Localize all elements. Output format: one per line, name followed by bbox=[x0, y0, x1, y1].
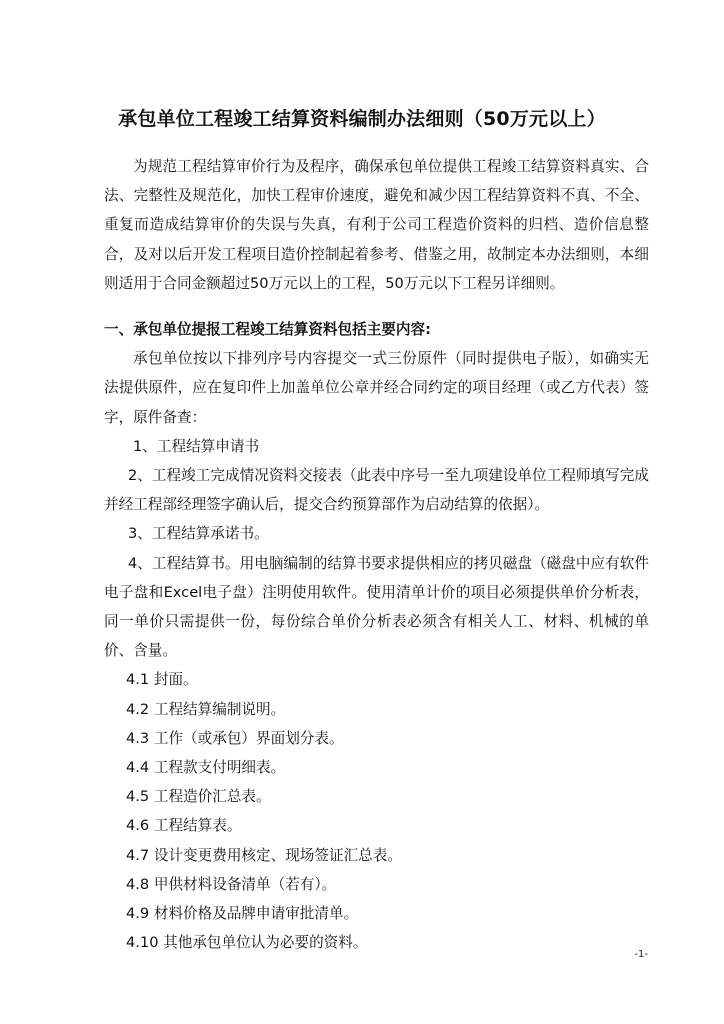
page-number: -1- bbox=[634, 949, 648, 960]
intro-paragraph: 为规范工程结算审价行为及程序，确保承包单位提供工程竣工结算资料真实、合法、完整性及规范化，加快工程审价速度，避免和减少因工程结算资料不真、不全、重复而造成结算审价的失误与失真，有利于公司工程造价资料的归档、造价信息整合，及对以后开发工程项目造价控制起着参考、借鉴之用，故制定本办法细则，本细则适用于合同金额超过50万元以上的工程，50万元以下工程另详细则。 bbox=[104, 158, 649, 292]
list-item: 2、工程竣工完成情况资料交接表（此表中序号一至九项建设单位工程师填写完成并经工程部经理签字确认后，提交合约预算部作为启动结算的依据）。 bbox=[104, 467, 649, 514]
sub-list-item: 4.10 其他承包单位认为必要的资料。 bbox=[126, 934, 368, 952]
list-item: 4、工程结算书。用电脑编制的结算书要求提供相应的拷贝磁盘（磁盘中应有软件电子盘和Excel电子盘）注明使用软件。使用清单计价的项目必须提供单价分析表，同一单价只需提供一份，每份综合单价分析表必须含有相关人工、材料、机械的单价、含量。 bbox=[104, 554, 649, 660]
sub-list-item: 4.7 设计变更费用核定、现场签证汇总表。 bbox=[126, 846, 402, 864]
sub-list-item: 4.3 工作（或承包）界面划分表。 bbox=[126, 729, 344, 747]
list-item: 3、工程结算承诺书。 bbox=[128, 525, 269, 543]
sub-list-item: 4.5 工程造价汇总表。 bbox=[126, 788, 271, 806]
document-body bbox=[104, 152, 649, 957]
document-title: 承包单位工程竣工结算资料编制办法细则（50万元以上） bbox=[118, 108, 606, 130]
section-heading: 一、承包单位提报工程竣工结算资料包括主要内容: bbox=[104, 321, 431, 339]
section-intro-paragraph: 承包单位按以下排列序号内容提交一式三份原件（同时提供电子版），如确实无法提供原件，应在复印件上加盖单位公章并经合同约定的项目经理（或乙方代表）签字，原件备查： bbox=[104, 350, 649, 426]
sub-list-item: 4.9 材料价格及品牌申请审批清单。 bbox=[126, 905, 359, 923]
sub-list-item: 4.2 工程结算编制说明。 bbox=[126, 700, 286, 718]
sub-list-item: 4.6 工程结算表。 bbox=[126, 817, 242, 835]
list-item: 1、工程结算申请书 bbox=[133, 437, 260, 455]
sub-list-item: 4.1 封面。 bbox=[126, 671, 198, 689]
sub-list-item: 4.8 甲供材料设备清单（若有）。 bbox=[126, 875, 337, 893]
sub-list-item: 4.4 工程款支付明细表。 bbox=[126, 759, 286, 777]
